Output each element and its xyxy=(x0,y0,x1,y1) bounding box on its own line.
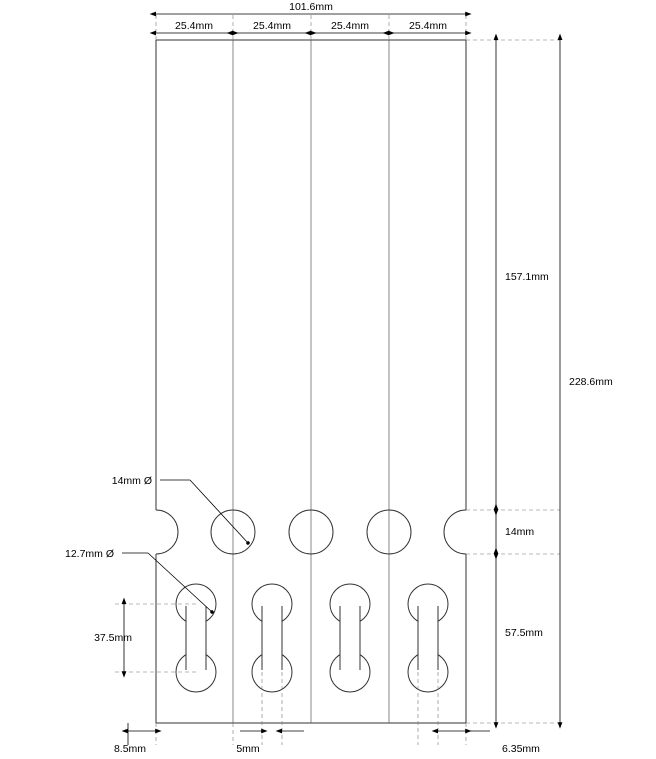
dim-slot-length: 37.5mm xyxy=(94,632,132,644)
slot-group xyxy=(176,580,448,692)
dim-hole-row-offset: 14mm xyxy=(505,526,535,538)
dim-upper-height: 157.1mm xyxy=(505,271,549,283)
dim-slot-width: 5mm xyxy=(236,743,260,755)
dim-large-hole-diameter: 14mm Ø xyxy=(111,475,152,487)
slot xyxy=(330,584,370,692)
slot xyxy=(408,584,448,692)
slot xyxy=(176,580,220,692)
dim-column-2: 25.4mm xyxy=(253,20,291,32)
dim-small-hole-diameter: 12.7mm Ø xyxy=(64,548,114,560)
dim-left-edge-offset: 8.5mm xyxy=(113,743,147,755)
dim-column-1: 25.4mm xyxy=(175,20,213,32)
dim-right-edge-offset: 6.35mm xyxy=(502,743,540,755)
column-separators xyxy=(233,40,389,723)
dim-column-3: 25.4mm xyxy=(331,20,369,32)
dimension-labels xyxy=(65,1,613,755)
extension-lines xyxy=(112,14,560,745)
slot xyxy=(252,584,292,692)
dim-lower-height: 57.5mm xyxy=(505,627,543,639)
dim-column-4: 25.4mm xyxy=(409,20,447,32)
dim-overall-width: 101.6mm xyxy=(289,1,333,13)
dim-overall-height: 228.6mm xyxy=(569,376,613,388)
